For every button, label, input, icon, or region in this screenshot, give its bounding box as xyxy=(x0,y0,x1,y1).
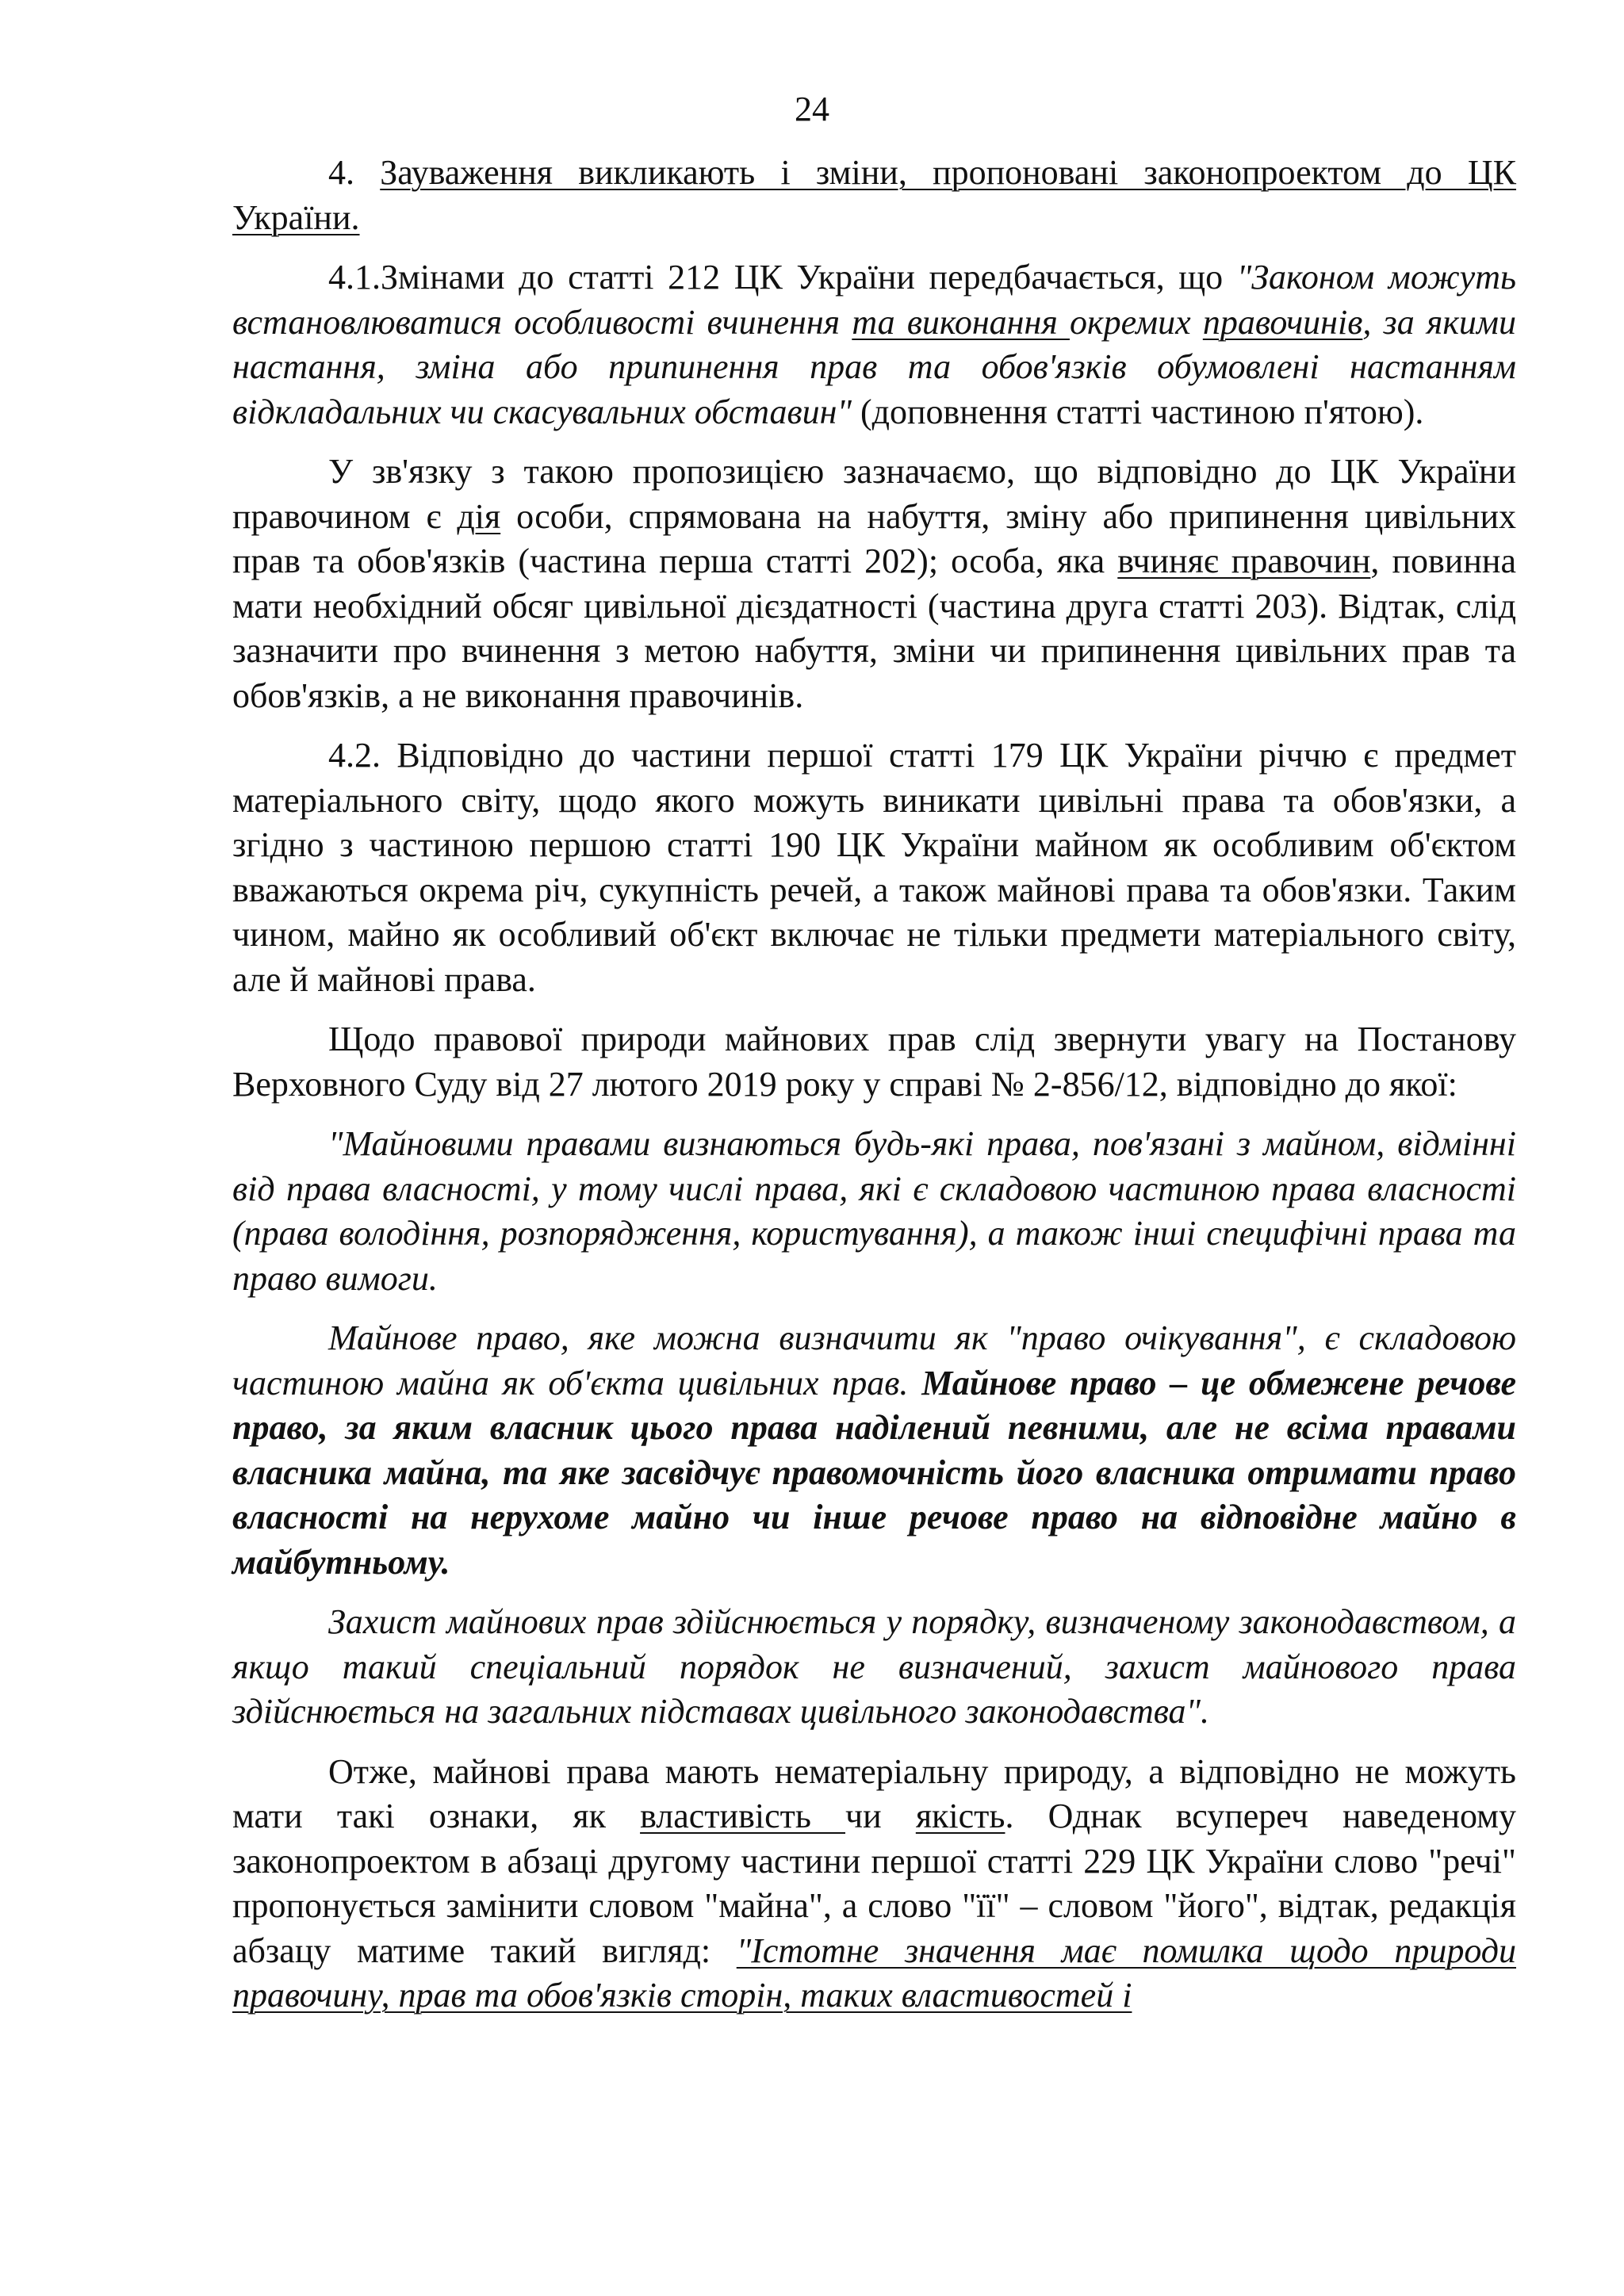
paragraph-transaction-commits: вчиняє правочин xyxy=(1117,541,1371,580)
section-4-number: 4. xyxy=(328,153,381,192)
paragraph-conclusion-quote: "Істотне значення має помилка щодо природи правочину, прав та обов'язків сторін, таких властивостей і xyxy=(232,1931,1516,2015)
paragraph-4-2: 4.2. Відповідно до частини першої статті 179 ЦК України річчю є предмет матеріального світу, щодо якого можуть виникати цивільні права та обов'язки, а згідно з частиною першою статті 190 ЦК України майном як особливим об'єктом вважаються окрема річ, сукупність речей, а також майнові права та обов'язки. Таким чином, майно як особливий об'єкт включає не тільки предмети матеріального світу, але й майнові права. xyxy=(232,736,1516,999)
section-4-heading xyxy=(232,151,1516,240)
quote-property-rights: "Майновими правами визнаються будь-які права, пов'язані з майном, відмінні від права власності, у тому числі права, які є складовою частиною права власності (права володіння, розпорядження, користування), а також інші специфічні права та право вимоги. xyxy=(232,1124,1516,1298)
page-number: 24 xyxy=(795,90,829,128)
paragraph-4-1 xyxy=(232,255,1516,434)
paragraph-4-1-quote-transactions: правочинів xyxy=(1202,302,1363,342)
paragraph-transaction-definition xyxy=(232,450,1516,718)
paragraph-4-1-quote-underlined: та виконання xyxy=(852,302,1070,342)
section-4-heading-text: Зауваження викликають і зміни, пропоновані законопроектом до ЦК України. xyxy=(232,153,1517,237)
paragraph-transaction-middle: особи, спрямована на набуття, зміну або припинення цивільних прав та обов'язків (частина перша статті 202); особа, яка xyxy=(232,496,1517,580)
paragraph-conclusion-property: властивість xyxy=(640,1797,846,1835)
paragraph-transaction-tail: , повинна мати необхідний обсяг цивільної дієздатності (частина друга статті 203). Відтак, слід зазначити про вчинення з метою набуття, зміни чи припинення цивільних прав та обов'язків, а не виконання правочинів. xyxy=(232,541,1516,715)
paragraph-4-1-quote-end: , за якими настання, зміна або припинення прав та обов'язків обумовлені настанням відкладальних чи скасувальних обставин" xyxy=(232,302,1517,431)
quote-expectation-bold: Майнове право – це обмежене речове право, за яким власник цього права наділений певними, але не всіма правами власника майна, та яке засвідчує правомочність його власника отримати право власності на нерухоме майно чи інше речове право на відповідне майно в майбутньому. xyxy=(232,1363,1517,1582)
paragraph-4-1-intro: 4.1.Змінами до статті 212 ЦК України передбачається, що xyxy=(328,258,1237,297)
paragraph-conclusion-intro: Отже, майнові права мають нематеріальну природу, а відповідно не можуть мати такі ознаки, як xyxy=(232,1751,1516,1835)
paragraph-conclusion-middle: . Однак всупереч наведеному законопроектом в абзаці другому частини першої статті 229 ЦК України слово "речі" пропонується замінити словом "майна", а слово "її" – словом "його", відтак, редакція абзацу матиме такий вигляд: xyxy=(232,1797,1516,1970)
document-body xyxy=(232,151,1516,2034)
paragraph-conclusion-quality: якість xyxy=(915,1797,1005,1835)
quote-expectation-right xyxy=(232,1316,1516,1585)
quote-protection: Захист майнових прав здійснюється у порядку, визначеному законодавством, а якщо такий спеціальний порядок не визначений, захист майнового права здійснюється на загальних підставах цивільного законодавства". xyxy=(232,1602,1516,1731)
paragraph-4-1-quote-start: "Законом можуть встановлюватися особливості вчинення xyxy=(232,258,1516,342)
paragraph-supreme-court: Щодо правової природи майнових прав слід звернути увагу на Постанову Верховного Суду від 27 лютого 2019 року у справі № 2-856/12, відповідно до якої: xyxy=(232,1020,1516,1104)
paragraph-conclusion xyxy=(232,1750,1516,2019)
paragraph-transaction-action: дія xyxy=(457,496,501,536)
paragraph-4-1-quote-middle: окремих xyxy=(1069,302,1203,342)
quote-expectation-intro: Майнове право, яке можна визначити як "право очікування", є складовою частиною майна як об'єкта цивільних прав. xyxy=(232,1318,1516,1402)
paragraph-conclusion-or: чи xyxy=(845,1797,916,1835)
paragraph-transaction-intro: У зв'язку з такою пропозицією зазначаємо, що відповідно до ЦК України правочином є xyxy=(232,452,1516,536)
paragraph-4-1-tail: (доповнення статті частиною п'ятою). xyxy=(851,392,1424,431)
